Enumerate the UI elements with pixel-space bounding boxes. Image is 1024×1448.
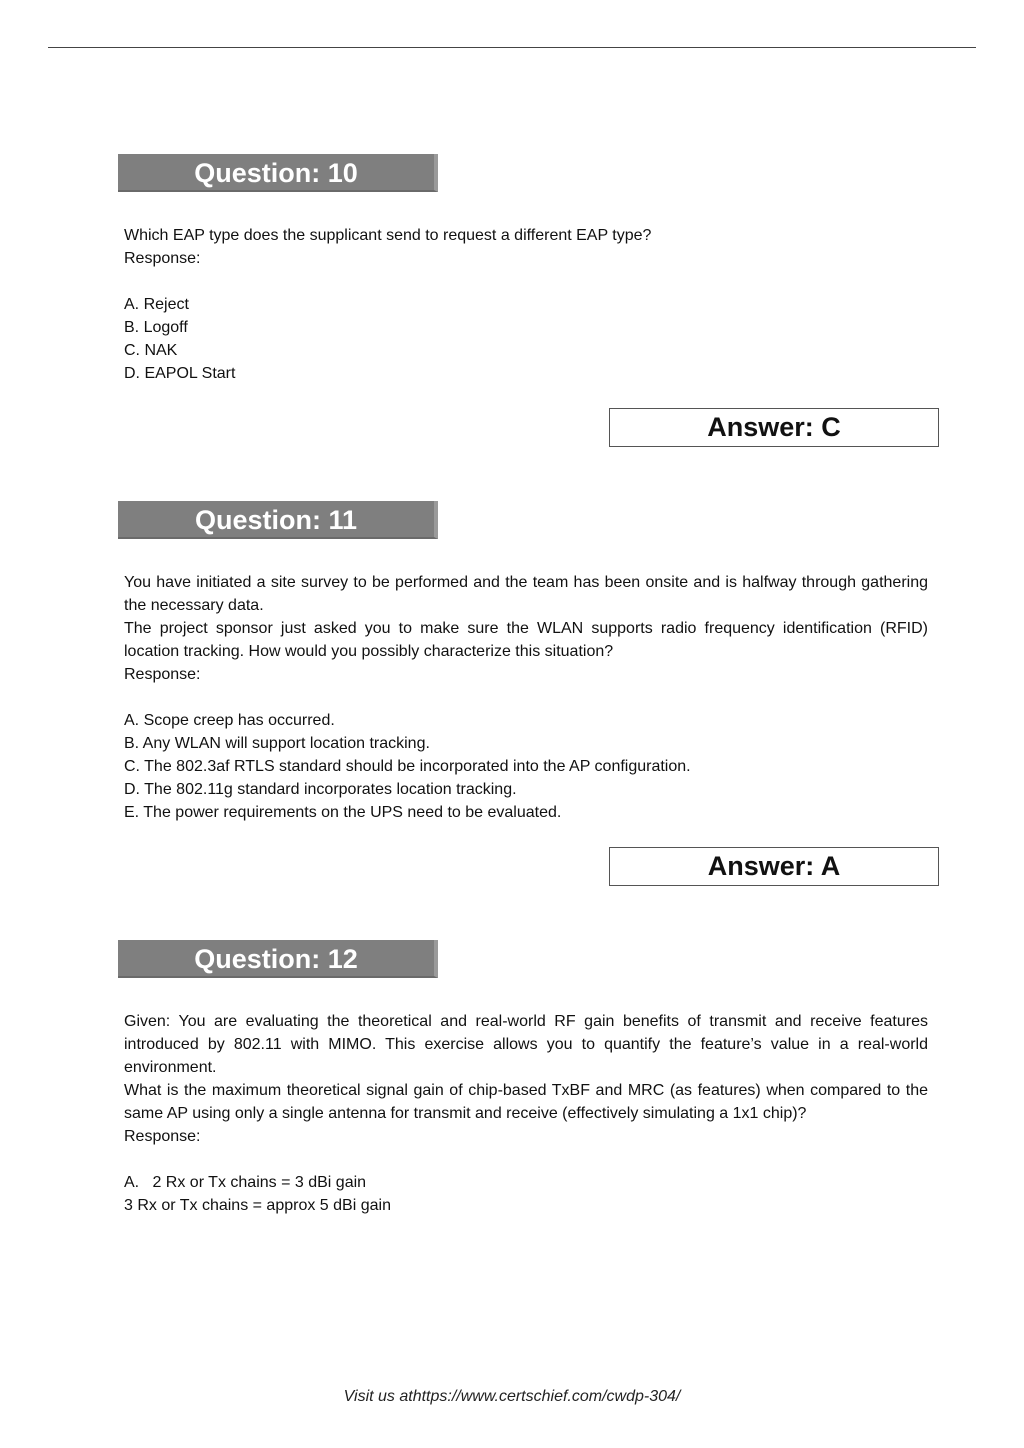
question-12-header: Question: 12 — [118, 940, 438, 978]
question-text: Which EAP type does the supplicant send to request a different EAP type? — [124, 227, 652, 244]
question-10-body — [124, 224, 928, 385]
option-a: A. 2 Rx or Tx chains = 3 dBi gain — [124, 1174, 367, 1191]
response-label: Response: — [124, 250, 201, 267]
question-12-body — [124, 1010, 928, 1217]
question-text: What is the maximum theoretical signal gain of chip-based TxBF and MRC (as features) when compared to the same AP using only a single antenna for transmit and receive (effectively simulating a 1x1 chip)? — [124, 1082, 928, 1122]
response-label: Response: — [124, 1128, 201, 1145]
option-b: B. Logoff — [124, 319, 188, 336]
question-11-header: Question: 11 — [118, 501, 438, 539]
question-10-header: Question: 10 — [118, 154, 438, 192]
option-d: D. The 802.11g standard incorporates location tracking. — [124, 781, 517, 798]
option-c: C. The 802.3af RTLS standard should be incorporated into the AP configuration. — [124, 758, 691, 775]
footer-link[interactable]: Visit us athttps://www.certschief.com/cwdp-304/ — [343, 1388, 681, 1405]
question-11-answer: Answer: A — [609, 847, 939, 886]
response-label: Response: — [124, 666, 201, 683]
question-11-body — [124, 571, 928, 824]
option-a: A. Scope creep has occurred. — [124, 712, 335, 729]
question-text: Given: You are evaluating the theoretical and real-world RF gain benefits of transmit and receive features introduced by 802.11 with MIMO. This exercise allows you to quantify the feature’s value in a real-world environment. — [124, 1013, 928, 1076]
question-10-answer: Answer: C — [609, 408, 939, 447]
option-a-continued: 3 Rx or Tx chains = approx 5 dBi gain — [124, 1197, 391, 1214]
question-text: The project sponsor just asked you to make sure the WLAN supports radio frequency identification (RFID) location tracking. How would you possibly characterize this situation? — [124, 620, 928, 660]
option-e: E. The power requirements on the UPS need to be evaluated. — [124, 804, 562, 821]
option-c: C. NAK — [124, 342, 178, 359]
top-rule — [48, 47, 976, 48]
option-d: D. EAPOL Start — [124, 365, 236, 382]
question-text: You have initiated a site survey to be performed and the team has been onsite and is halfway through gathering the necessary data. — [124, 574, 928, 614]
option-a: A. Reject — [124, 296, 189, 313]
option-b: B. Any WLAN will support location tracking. — [124, 735, 430, 752]
